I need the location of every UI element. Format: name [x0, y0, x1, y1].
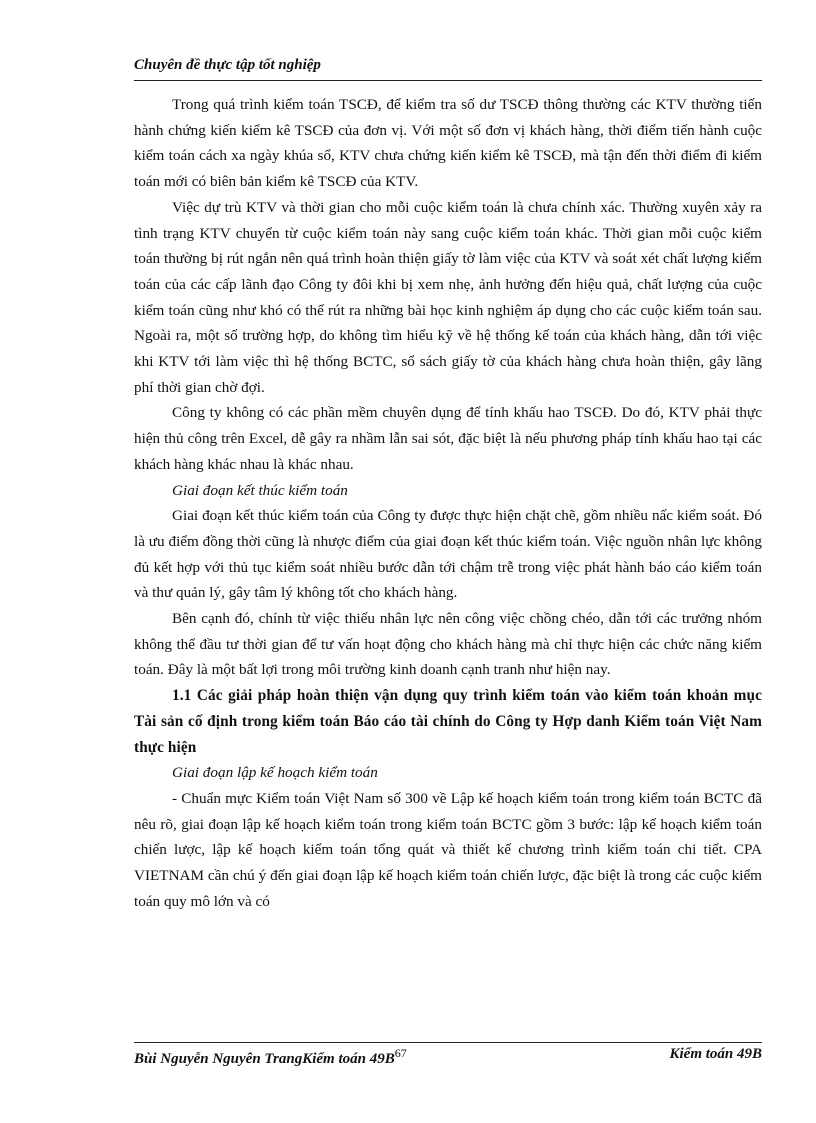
page-number: 67 — [394, 1046, 407, 1060]
footer-class-label: Kiểm toán 49B — [669, 1046, 762, 1062]
header-divider — [134, 80, 762, 81]
document-body — [134, 92, 762, 915]
paragraph: Công ty không có các phần mềm chuyên dụng để tính khấu hao TSCĐ. Do đó, KTV phải thực hiện thủ công trên Excel, dễ gây ra nhầm lẫn sai sót, đặc biệt là nếu phương pháp tính khấu hao tại các khách hàng khác nhau là khác nhau. — [134, 404, 762, 473]
section-heading: 1.1 Các giải pháp hoàn thiện vận dụng quy trình kiểm toán vào kiểm toán khoản mục Tài sản cố định trong kiểm toán Báo cáo tài chính do Công ty Hợp danh Kiểm toán Việt Nam thực hiện — [134, 687, 762, 756]
paragraph: - Chuẩn mực Kiểm toán Việt Nam số 300 về Lập kế hoạch kiểm toán trong kiểm toán BCTC đã nêu rõ, giai đoạn lập kế hoạch kiểm toán trong kiểm toán BCTC gồm 3 bước: lập kế hoạch kiểm toán chiến lược, lập kế hoạch kiểm toán tổng quát và thiết kế chương trình kiểm toán chi tiết. CPA VIETNAM cần chú ý đến giai đoạn lập kế hoạch kiểm toán chiến lược, đặc biệt là trong các cuộc kiểm toán quy mô lớn và có — [134, 789, 762, 910]
paragraph: Giai đoạn kết thúc kiểm toán của Công ty được thực hiện chặt chẽ, gồm nhiều nấc kiểm soát. Đó là ưu điểm đồng thời cũng là nhược điểm của giai đoạn kết thúc kiểm toán. Việc nguồn nhân lực không đủ kết hợp với thủ tục kiểm soát nhiều bước dẫn tới chậm trễ trong việc phát hành báo cáo kiểm toán và thư quản lý, gây tâm lý không tốt cho khách hàng. — [134, 507, 762, 602]
paragraph: Trong quá trình kiểm toán TSCĐ, để kiểm tra số dư TSCĐ thông thường các KTV thường tiến hành chứng kiến kiểm kê TSCĐ của đơn vị. Với một số đơn vị khách hàng, thời điểm tiến hành cuộc kiểm toán cách xa ngày khúa sổ, KTV chưa chứng kiến kiểm kê TSCĐ, mà tận đến thời điểm đi kiểm toán mới có biên bản kiểm kê TSCĐ của KTV. — [134, 96, 762, 191]
section-subheading: Giai đoạn kết thúc kiểm toán — [172, 481, 348, 499]
footer-author — [134, 1046, 407, 1068]
footer-author-text: Bùi Nguyễn Nguyên TrangKiểm toán 49B — [134, 1051, 395, 1067]
paragraph: Việc dự trù KTV và thời gian cho mỗi cuộc kiểm toán là chưa chính xác. Thường xuyên xảy ra tình trạng KTV chuyển từ cuộc kiểm toán này sang cuộc kiểm toán khác. Thời gian mỗi cuộc kiểm toán thường bị rút ngắn nên quá trình hoàn thiện giấy tờ làm việc của KTV và soát xét chất lượng kiểm toán của các cấp lãnh đạo Công ty đôi khi bị xem nhẹ, ảnh hưởng đến hiệu quả, chất lượng của cuộc kiểm toán cũng như khó có thể rút ra những bài học kinh nghiệm áp dụng cho các cuộc kiểm toán sau. Ngoài ra, một số trường hợp, do không tìm hiểu kỹ về hệ thống kế toán của khách hàng, dẫn tới việc khi KTV tới làm việc thì hệ thống BCTC, sổ sách giấy tờ của khách hàng chưa hoàn thiện, gây lãng phí thời gian chờ đợi. — [134, 198, 762, 396]
page-footer — [134, 1046, 762, 1068]
footer-divider — [134, 1042, 762, 1043]
paragraph: Bên cạnh đó, chính từ việc thiếu nhân lực nên công việc chồng chéo, dẫn tới các trưởng nhóm không thể đầu tư thời gian để tư vấn hoạt động cho khách hàng mà chỉ thực hiện các chức năng kiểm toán. Đây là một bất lợi trong môi trường kinh doanh cạnh tranh như hiện nay. — [134, 610, 762, 679]
section-subheading: Giai đoạn lập kế hoạch kiểm toán — [172, 764, 378, 782]
page-header: Chuyên đề thực tập tốt nghiệp — [134, 57, 321, 73]
